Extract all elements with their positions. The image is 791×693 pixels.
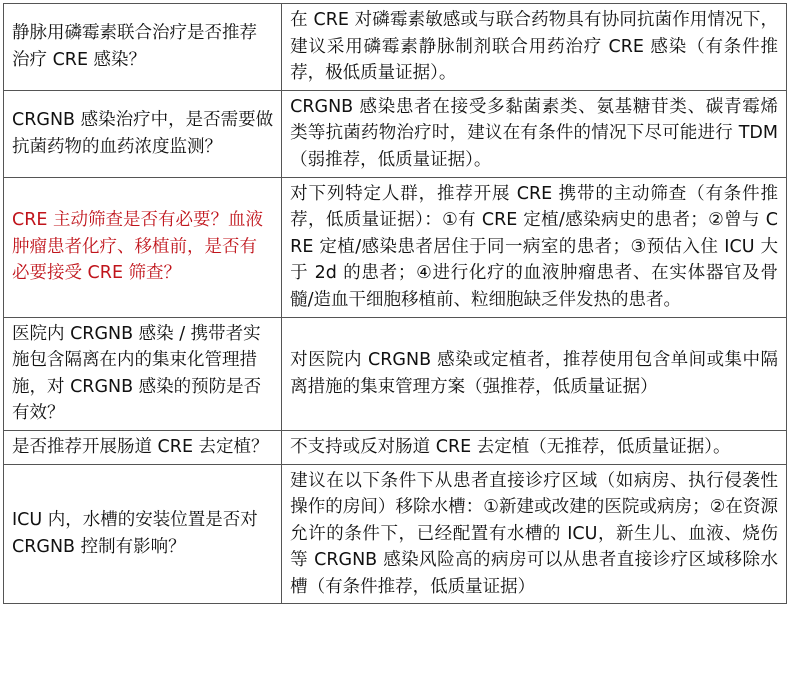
- table-row: [4, 177, 787, 317]
- question-cell: 是否推荐开展肠道 CRE 去定植？: [4, 430, 282, 464]
- table-row: [4, 90, 787, 177]
- table-row: [4, 430, 787, 464]
- recommendation-table: [3, 3, 787, 604]
- table-row: [4, 464, 787, 604]
- question-cell: 静脉用磷霉素联合治疗是否推荐治疗 CRE 感染？: [4, 4, 282, 91]
- question-cell: CRGNB 感染治疗中，是否需要做抗菌药物的血药浓度监测？: [4, 90, 282, 177]
- question-cell: ICU 内，水槽的安装位置是否对 CRGNB 控制有影响？: [4, 464, 282, 604]
- answer-cell: 对下列特定人群，推荐开展 CRE 携带的主动筛查（有条件推荐，低质量证据）：①有 CRE 定植/感染病史的患者；②曾与 CRE 定植/感染患者居住于同一病室的患者；③预估入住 ICU 大于 2d 的患者；④进行化疗的血液肿瘤患者、在实体器官及骨髓/造血干细胞移植前、粒细胞缺乏伴发热的患者。: [282, 177, 787, 317]
- table-row: [4, 4, 787, 91]
- answer-cell: 对医院内 CRGNB 感染或定植者，推荐使用包含单间或集中隔离措施的集束管理方案（强推荐，低质量证据）: [282, 317, 787, 430]
- answer-cell: 在 CRE 对磷霉素敏感或与联合药物具有协同抗菌作用情况下，建议采用磷霉素静脉制剂联合用药治疗 CRE 感染（有条件推荐，极低质量证据）。: [282, 4, 787, 91]
- answer-cell: CRGNB 感染患者在接受多黏菌素类、氨基糖苷类、碳青霉烯类等抗菌药物治疗时，建议在有条件的情况下尽可能进行 TDM（弱推荐，低质量证据）。: [282, 90, 787, 177]
- answer-cell: 不支持或反对肠道 CRE 去定植（无推荐，低质量证据）。: [282, 430, 787, 464]
- question-cell: 医院内 CRGNB 感染 / 携带者实施包含隔离在内的集束化管理措施，对 CRGNB 感染的预防是否有效？: [4, 317, 282, 430]
- highlighted-question-cell: CRE 主动筛查是否有必要？血液肿瘤患者化疗、移植前，是否有必要接受 CRE 筛查？: [4, 177, 282, 317]
- answer-cell: 建议在以下条件下从患者直接诊疗区域（如病房、执行侵袭性操作的房间）移除水槽：①新建或改建的医院或病房；②在资源允许的条件下，已经配置有水槽的 ICU，新生儿、血液、烧伤等 CRGNB 感染风险高的病房可以从患者直接诊疗区域移除水槽（有条件推荐，低质量证据）: [282, 464, 787, 604]
- table-row: [4, 317, 787, 430]
